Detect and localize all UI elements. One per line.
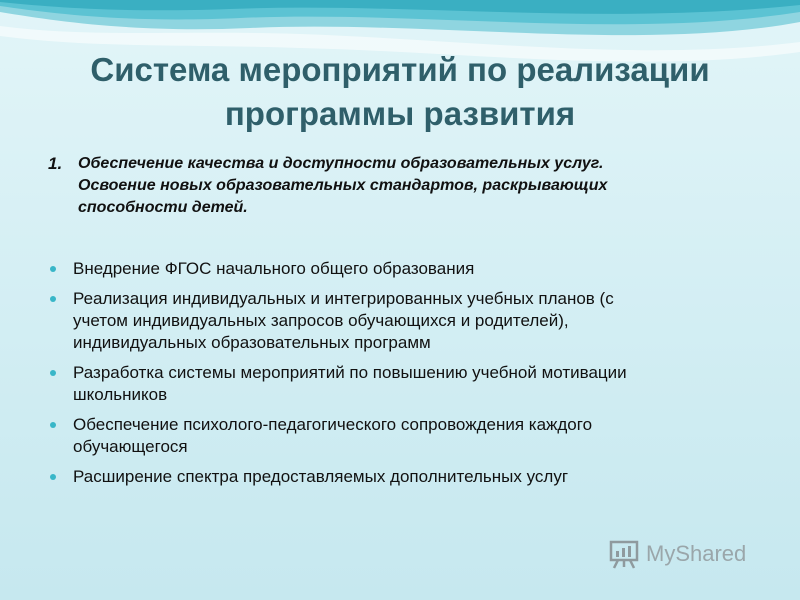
bullet-text: Внедрение ФГОС начального общего образования <box>73 259 475 278</box>
bullet-dot-icon <box>50 474 56 480</box>
bullet-item <box>48 414 748 458</box>
bullet-text: Обеспечение психолого-педагогического сопровождения каждого <box>73 415 593 434</box>
section-heading-line-3: способности детей. <box>78 199 248 216</box>
slide-title <box>0 48 800 136</box>
slide-title-line-2: программы развития <box>224 95 576 132</box>
bullet-item <box>48 288 748 354</box>
bullet-list <box>48 258 748 496</box>
bullet-text: Реализация индивидуальных и интегрированных учебных планов (с <box>73 289 614 308</box>
bullet-text: Разработка системы мероприятий по повышению учебной мотивации <box>73 363 627 382</box>
bullet-dot-icon <box>50 266 56 272</box>
bullet-item <box>48 466 748 488</box>
bullet-text: учетом индивидуальных запросов обучающихся и родителей), <box>73 311 569 330</box>
bullet-item <box>48 362 748 406</box>
bullet-text: Расширение спектра предоставляемых дополнительных услуг <box>73 467 569 486</box>
bullet-dot-icon <box>50 370 56 376</box>
section-heading-text <box>78 153 738 219</box>
watermark-text: MyShared <box>646 541 747 566</box>
slide-title-line-1: Система мероприятий по реализации <box>90 51 710 88</box>
bullet-dot-icon <box>50 296 56 302</box>
bullet-text: индивидуальных образовательных программ <box>73 333 431 352</box>
section-heading-line-2: Освоение новых образовательных стандартов, раскрывающих <box>78 177 608 194</box>
watermark <box>608 538 746 570</box>
bullet-text: обучающегося <box>73 437 188 456</box>
bullet-text: школьников <box>73 385 168 404</box>
bullet-item <box>48 258 748 280</box>
presentation-board-icon <box>608 538 640 570</box>
bullet-dot-icon <box>50 422 56 428</box>
section-number: 1. <box>48 154 63 173</box>
section-heading-line-1: Обеспечение качества и доступности образовательных услуг. <box>78 155 604 172</box>
